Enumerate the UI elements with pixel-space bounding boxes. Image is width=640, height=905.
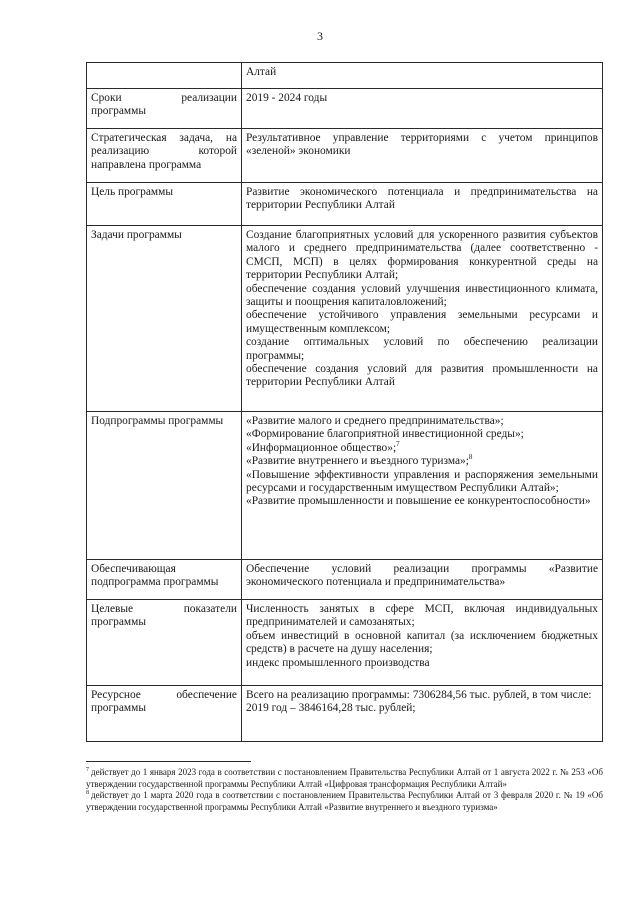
- footnote-separator: [86, 761, 251, 762]
- footnote-text: действует до 1 марта 2020 года в соответствии с постановлением Правительства Республики Алтай от 3 февраля 2020 г. № 19 «Об утверждении государственной программы Республики Алтай «Развитие внутреннего и въездного туризма»: [86, 790, 603, 812]
- footnote-mark: 8: [86, 790, 89, 796]
- row-value: [242, 183, 603, 226]
- value-line: 2019 год – 3846164,28 тыс. рублей;: [246, 702, 416, 715]
- value-line: Обеспечение условий реализации программы «Развитие экономического потенциала и предпринимательства»: [246, 563, 598, 589]
- row-value: [242, 226, 603, 412]
- row-label: [87, 63, 242, 89]
- row-label: Цель программы: [87, 183, 242, 226]
- row-value: [242, 686, 603, 742]
- value-line: обеспечение устойчивого управления земельными ресурсами и имущественным комплексом;: [246, 309, 598, 335]
- value-line: Создание благоприятных условий для ускоренного развития субъектов малого и среднего предпринимательства (далее соответственно - СМСП, МСП) в целях формирования конкурентной среды на территории Республики Алтай;: [246, 229, 598, 282]
- footnote-text: действует до 1 января 2023 года в соответствии с постановлением Правительства Республики Алтай от 1 августа 2022 г. № 253 «Об утверждении государственной программы Республики Алтай «Цифровая трансформация Республики Алтай»: [86, 767, 603, 789]
- row-label: Ресурсное обеспечение программы: [87, 686, 242, 742]
- footnote: [86, 790, 603, 813]
- row-value: [242, 63, 603, 89]
- value-line: индекс промышленного производства: [246, 656, 430, 669]
- value-line-text: «Информационное общество»;: [246, 441, 397, 454]
- table-row: [87, 412, 603, 560]
- footnote-mark: 7: [86, 767, 89, 773]
- row-label: Обеспечивающая подпрограмма программы: [87, 560, 242, 600]
- table-row: [87, 89, 603, 129]
- value-line: «Формирование благоприятной инвестиционной среды»;: [246, 428, 524, 441]
- value-line: обеспечение создания условий для развития промышленности на территории Республики Алтай: [246, 363, 598, 389]
- value-line: Развитие экономического потенциала и предпринимательства на территории Республики Алтай: [246, 186, 598, 212]
- table-row: [87, 183, 603, 226]
- value-line: объем инвестиций в основной капитал (за исключением бюджетных средств) в расчете на душу населения;: [246, 629, 598, 656]
- row-value: [242, 560, 603, 600]
- table-row: [87, 686, 603, 742]
- table-row: [87, 129, 603, 183]
- row-label: Подпрограммы программы: [87, 412, 242, 560]
- table-row: [87, 560, 603, 600]
- row-value: [242, 89, 603, 129]
- row-value: [242, 600, 603, 686]
- value-line: обеспечение создания условий улучшения инвестиционного климата, защиты и поощрения капиталовложений;: [246, 282, 598, 309]
- value-line: [246, 455, 598, 468]
- value-line: [246, 439, 598, 455]
- row-value: [242, 129, 603, 183]
- value-line: Алтай: [246, 66, 277, 78]
- footnotes: [86, 767, 603, 813]
- row-label: Стратегическая задача, на реализацию которой направлена программа: [87, 129, 242, 183]
- value-line: «Развитие малого и среднего предпринимательства»;: [246, 415, 504, 427]
- value-line: создание оптимальных условий по обеспечению реализации программы;: [246, 336, 598, 362]
- table-row: [87, 226, 603, 412]
- row-label: Целевые показатели программы: [87, 600, 242, 686]
- value-line: Результативное управление территориями с учетом принципов «зеленой» экономики: [246, 132, 598, 158]
- row-label: Задачи программы: [87, 226, 242, 412]
- footnote: [86, 767, 603, 790]
- page-number: 3: [317, 29, 323, 43]
- value-line: Всего на реализацию программы: 7306284,56 тыс. рублей, в том числе:: [246, 689, 592, 701]
- value-line: «Повышение эффективности управления и распоряжения земельными ресурсами и государственным имуществом Республики Алтай»;: [246, 468, 598, 495]
- value-line-text: «Развитие внутреннего и въездного туризма»;: [246, 455, 469, 468]
- value-line: «Развитие промышленности и повышение ее конкурентоспособности»: [246, 495, 591, 508]
- table-row: [87, 600, 603, 686]
- row-label: Сроки реализации программы: [87, 89, 242, 129]
- row-value: [242, 412, 603, 560]
- table-row: [87, 63, 603, 89]
- program-passport-table: [86, 62, 603, 742]
- value-line: Численность занятых в сфере МСП, включая индивидуальных предпринимателей и самозанятых;: [246, 603, 598, 629]
- value-line: 2019 - 2024 годы: [246, 92, 328, 104]
- footnote-ref[interactable]: 8: [468, 453, 473, 462]
- footnote-ref[interactable]: 7: [396, 439, 400, 448]
